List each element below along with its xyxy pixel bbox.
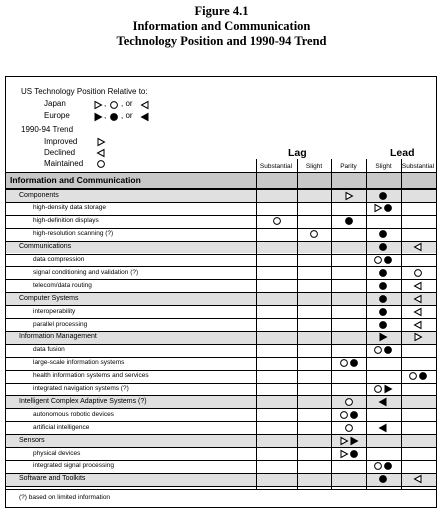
technology-label: data compression [33,256,85,263]
japan-position-icon [414,295,422,303]
row-divider [6,344,436,345]
legend-japan-improved-icon [94,101,102,109]
europe-position-icon [384,204,392,212]
japan-position-icon [345,192,353,200]
figure-title-line-1: Information and Communication [132,19,311,33]
column-header-slight-lead: Slight [375,163,392,170]
legend-japan-separator-1: , [104,99,107,108]
technology-label: signal conditioning and validation (?) [33,268,139,276]
category-label: Sensors [19,436,45,444]
column-header-slight-lag: Slight [305,163,323,170]
japan-position-icon [414,269,422,277]
column-divider [366,159,367,489]
europe-position-icon [379,269,387,277]
category-label: Communications [19,243,72,251]
japan-position-icon [345,398,353,406]
japan-position-icon [273,217,281,225]
europe-position-icon [350,359,358,367]
japan-position-icon [414,308,422,316]
footnote: (?) based on limited information [19,494,111,501]
legend-japan-maintained-icon [110,101,118,109]
japan-position-icon [374,256,382,264]
row-divider [6,370,436,371]
category-label: Computer Systems [19,294,79,302]
europe-position-icon [379,398,387,406]
row-divider [6,421,436,422]
column-header-substantial-lag: Substantial [259,163,293,170]
japan-position-icon [340,359,348,367]
europe-position-icon [379,333,387,341]
row-divider [6,202,436,203]
legend-trend-maintained-icon [97,160,105,168]
europe-position-icon [345,217,353,225]
legend-japan-label: Japan [44,99,66,108]
row-divider [6,318,436,319]
japan-position-icon [414,243,422,251]
row-divider [6,254,436,255]
technology-label: data fusion [33,346,65,354]
row-divider [6,383,436,384]
europe-position-icon [379,475,387,483]
technology-label: telecom/data routing [33,281,92,289]
japan-position-icon [414,333,422,341]
legend-europe-separator-1: , [104,111,107,120]
japan-position-icon [345,424,353,432]
europe-position-icon [384,346,392,354]
europe-position-icon [350,411,358,419]
lead-heading: Lead [390,147,415,159]
japan-position-icon [409,372,417,380]
legend-trend-improved-icon [97,138,105,146]
column-divider [256,159,257,489]
japan-position-icon [374,204,382,212]
europe-position-icon [384,385,392,393]
technology-label: high-definition displays [33,217,99,225]
legend-heading: US Technology Position Relative to: [21,87,148,96]
row-divider [6,279,436,280]
column-divider [401,159,402,489]
legend-improved-label: Improved [44,137,78,146]
japan-position-icon [374,346,382,354]
legend-declined-label: Declined [44,148,76,157]
row-divider [6,460,436,461]
row-divider [6,408,436,409]
europe-position-icon [384,256,392,264]
europe-position-icon [379,321,387,329]
europe-position-icon [379,424,387,432]
legend-maintained-label: Maintained [44,159,84,168]
column-header-parity: Parity [340,163,357,170]
technology-label: large-scale information systems [33,359,125,367]
japan-position-icon [340,437,348,445]
footnote-separator [6,489,436,490]
europe-position-icon [379,295,387,303]
europe-position-icon [379,230,387,238]
technology-label: health information systems and services [33,372,149,380]
legend-europe-maintained-icon [110,113,118,121]
category-label: Software and Toolkits [19,475,86,483]
europe-position-icon [379,282,387,290]
legend-europe-declined-icon [141,113,149,121]
technology-label: integrated signal processing [33,462,114,470]
category-band [6,189,436,202]
technology-label: interoperability [33,307,76,315]
japan-position-icon [310,230,318,238]
technology-label: autonomous robotic devices [33,410,114,418]
legend-japan-separator-2: , or [121,99,133,108]
europe-position-icon [350,450,358,458]
legend-trend-declined-icon [97,149,105,157]
row-divider [6,228,436,229]
section-title: Information and Communication [10,175,141,185]
europe-position-icon [384,462,392,470]
column-divider [331,159,332,489]
technology-label: physical devices [33,449,81,457]
legend-trend-heading: 1990-94 Trend [21,125,74,134]
row-divider [6,305,436,306]
row-divider [6,357,436,358]
category-label: Components [19,191,59,199]
row-divider [6,486,436,487]
japan-position-icon [414,282,422,290]
row-divider [6,215,436,216]
figure-number: Figure 4.1 [194,4,249,18]
europe-position-icon [350,437,358,445]
row-divider [6,447,436,448]
column-divider [297,159,298,489]
technology-label: artificial intelligence [33,423,90,431]
europe-position-icon [379,192,387,200]
europe-position-icon [419,372,427,380]
category-label: Intelligent Complex Adaptive Systems (?) [19,397,147,405]
column-header-substantial-lead: Substantial [401,163,435,170]
row-divider [6,266,436,267]
lag-heading: Lag [288,147,307,159]
technology-label: high-resolution scanning (?) [33,230,114,238]
japan-position-icon [414,475,422,483]
japan-position-icon [340,450,348,458]
category-label: Information Management [19,333,97,341]
legend-europe-improved-icon [94,113,102,121]
technology-label: high-density data storage [33,204,106,212]
japan-position-icon [340,411,348,419]
legend-japan-declined-icon [141,101,149,109]
japan-position-icon [374,385,382,393]
figure-title-line-2: Technology Position and 1990-94 Trend [116,34,327,48]
europe-position-icon [379,243,387,251]
legend-europe-label: Europe [44,111,70,120]
japan-position-icon [414,321,422,329]
category-band [6,434,436,447]
japan-position-icon [374,462,382,470]
technology-label: parallel processing [33,320,88,328]
legend-europe-separator-2: , or [121,111,133,120]
europe-position-icon [379,308,387,316]
technology-label: integrated navigation systems (?) [33,385,129,392]
